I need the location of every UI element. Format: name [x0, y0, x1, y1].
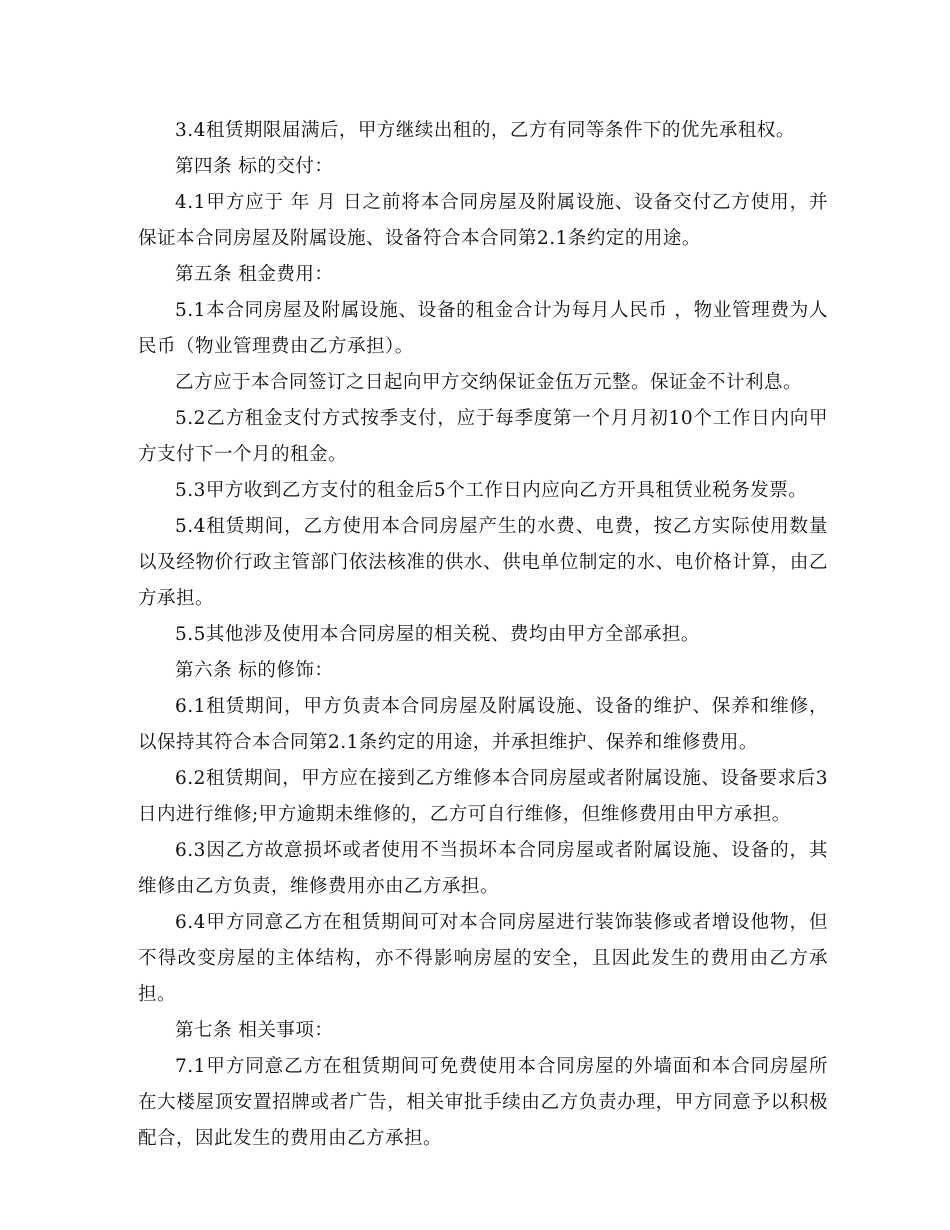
clause-4-1: 4.1甲方应于 年 月 日之前将本合同房屋及附属设施、设备交付乙方使用，并保证本合同房屋及附属设施、设备符合本合同第2.1条约定的用途。 — [138, 192, 828, 249]
clause-6-3: 6.3因乙方故意损坏或者使用不当损坏本合同房屋或者附属设施、设备的，其维修由乙方负责，维修费用亦由乙方承担。 — [138, 840, 828, 897]
article-5-heading: 第五条 租金费用： — [175, 264, 334, 285]
clause-5-2: 5.2乙方租金支付方式按季支付，应于每季度第一个月月初10个工作日内向甲方支付下一个月的租金。 — [138, 408, 828, 465]
deposit-paragraph: 乙方应于本合同签订之日起向甲方交纳保证金伍万元整。保证金不计利息。 — [175, 372, 803, 393]
clause-5-3: 5.3甲方收到乙方支付的租金后5个工作日内应向乙方开具租赁业税务发票。 — [175, 480, 808, 501]
clause-6-4: 6.4甲方同意乙方在租赁期间可对本合同房屋进行装饰装修或者增设他物，但不得改变房屋的主体结构，亦不得影响房屋的安全，且因此发生的费用由乙方承担。 — [138, 912, 828, 1005]
article-6-heading: 第六条 标的修饰： — [175, 660, 334, 681]
document-body — [138, 113, 828, 1157]
clause-5-1: 5.1本合同房屋及附属设施、设备的租金合计为每月人民币 ，物业管理费为人民币（物业管理费由乙方承担）。 — [138, 300, 828, 357]
article-7-heading: 第七条 相关事项： — [175, 1020, 334, 1041]
clause-3-4: 3.4租赁期限届满后，甲方继续出租的，乙方有同等条件下的优先承租权。 — [175, 120, 795, 141]
article-4-heading: 第四条 标的交付： — [175, 156, 334, 177]
clause-7-1: 7.1甲方同意乙方在租赁期间可免费使用本合同房屋的外墙面和本合同房屋所在大楼屋顶安置招牌或者广告，相关审批手续由乙方负责办理，甲方同意予以积极配合，因此发生的费用由乙方承担。 — [138, 1056, 828, 1149]
clause-6-1: 6.1租赁期间，甲方负责本合同房屋及附属设施、设备的维护、保养和维修，以保持其符合本合同第2.1条约定的用途，并承担维护、保养和维修费用。 — [138, 696, 828, 753]
clause-5-4: 5.4租赁期间，乙方使用本合同房屋产生的水费、电费，按乙方实际使用数量以及经物价行政主管部门依法核准的供水、供电单位制定的水、电价格计算，由乙方承担。 — [138, 516, 828, 609]
clause-6-2: 6.2租赁期间，甲方应在接到乙方维修本合同房屋或者附属设施、设备要求后3日内进行维修;甲方逾期未维修的，乙方可自行维修，但维修费用由甲方承担。 — [138, 768, 828, 825]
clause-5-5: 5.5其他涉及使用本合同房屋的相关税、费均由甲方全部承担。 — [175, 624, 700, 645]
